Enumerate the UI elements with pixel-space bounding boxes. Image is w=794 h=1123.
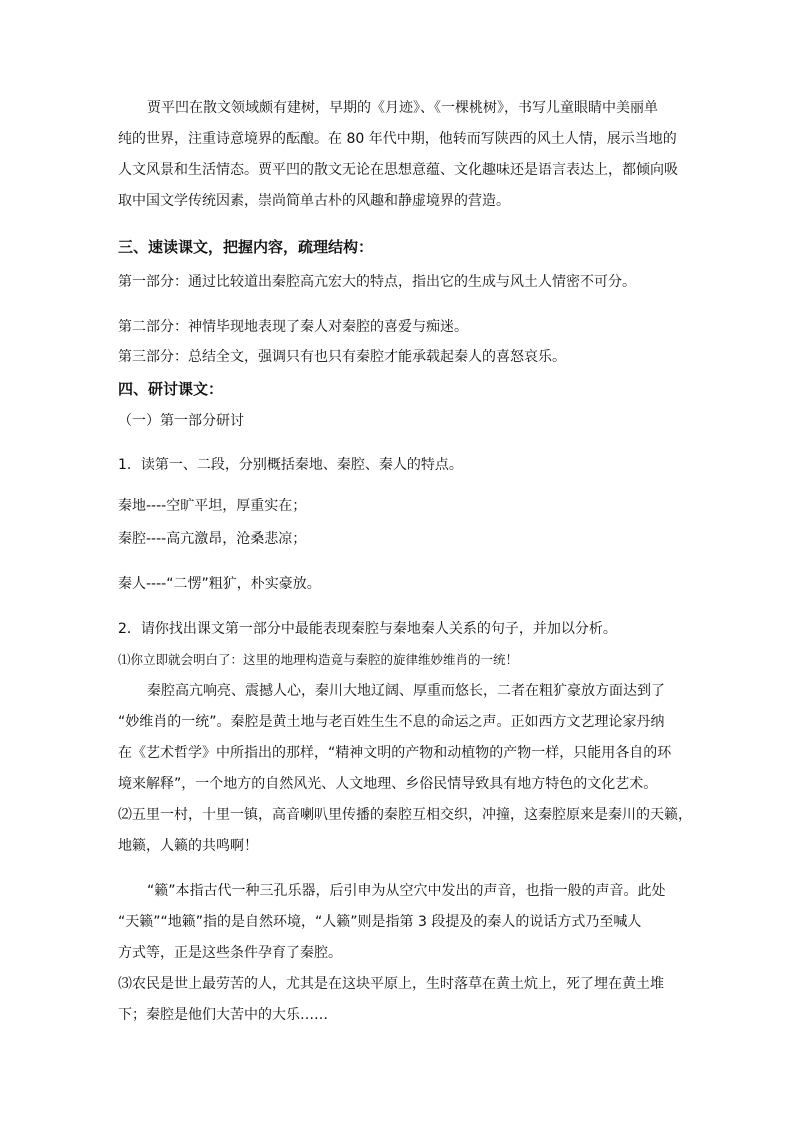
intro-line: 纯的世界，注重诗意境界的酝酿。在 80 年代中期，他转而写陕西的风土人情，展示当地的	[118, 131, 677, 147]
analysis-line: 秦腔高亢响亮、震撼人心，秦川大地辽阔、厚重而悠长，二者在粗犷豪放方面达到了	[147, 683, 665, 699]
intro-line: 取中国文学传统因素，崇尚简单古朴的风趣和静虚境界的营造。	[118, 193, 510, 209]
section-heading: 四、研讨课文：	[118, 380, 224, 398]
question: 1．读第一、二段，分别概括秦地、秦腔、秦人的特点。	[118, 457, 463, 473]
quoted-sentence: 地籁，人籁的共鸣啊！	[118, 838, 258, 854]
section-heading: 三、速读课文，把握内容，疏理结构：	[118, 238, 374, 256]
quoted-sentence: ⑴你立即就会明白了：这里的地理构造竟与秦腔的旋律维妙维肖的一统！	[118, 652, 519, 667]
question: 2．请你找出课文第一部分中最能表现秦腔与秦地秦人关系的句子，并加以分析。	[118, 621, 617, 637]
intro-line: 人文风景和生活情态。贾平凹的散文无论在思想意蕴、文化趣味还是语言表达上，都倾向吸	[118, 162, 678, 178]
part-summary: 第三部分：总结全文，强调只有也只有秦腔才能承载起秦人的喜怒哀乐。	[118, 349, 566, 365]
analysis-line: “籁”本指古代一种三孔乐器，后引申为从空穴中发出的声音，也指一般的声音。此处	[147, 883, 666, 899]
analysis-line: “妙维肖的一统”。秦腔是黄土地与老百姓生生不息的命运之声。正如西方文艺理论家丹纳	[118, 714, 665, 730]
analysis-line: 境来解释”，一个地方的自然风光、人文地理、乡俗民情导致具有地方特色的文化艺术。	[118, 776, 658, 792]
quoted-sentence: 下；秦腔是他们大苦中的大乐……	[118, 1007, 328, 1023]
quoted-sentence: ⑵五里一村，十里一镇，高音喇叭里传播的秦腔互相交织，冲撞，这秦腔原来是秦川的天籁，	[118, 807, 692, 823]
answer-line: 秦腔----高亢激昂，沧桑悲凉；	[118, 531, 307, 547]
answer-line: 秦地----空旷平坦，厚重实在；	[118, 498, 307, 514]
subsection-heading: （一）第一部分研讨	[118, 413, 244, 429]
answer-line: 秦人----“二愣”粗犷，朴实豪放。	[118, 576, 321, 592]
quoted-sentence: ⑶农民是世上最劳苦的人，尤其是在这块平原上，生时落草在黄土炕上，死了埋在黄土堆	[118, 976, 664, 992]
analysis-line: “天籁”“地籁”指的是自然环境，“人籁”则是指第 3 段提及的秦人的说话方式乃至喊人	[118, 914, 642, 930]
analysis-line: 方式等，正是这些条件孕育了秦腔。	[118, 945, 342, 961]
analysis-line: 在《艺术哲学》中所指出的那样，“精神文明的产物和动植物的产物一样，只能用各自的环	[118, 745, 672, 761]
part-summary: 第二部分：神情毕现地表现了秦人对秦腔的喜爱与痴迷。	[118, 319, 468, 335]
part-summary: 第一部分：通过比较道出秦腔高亢宏大的特点，指出它的生成与风土人情密不可分。	[118, 274, 636, 290]
intro-line: 贾平凹在散文领域颇有建树，早期的《月迹》、《一棵桃树》，书写儿童眼睛中美丽单	[147, 100, 658, 116]
